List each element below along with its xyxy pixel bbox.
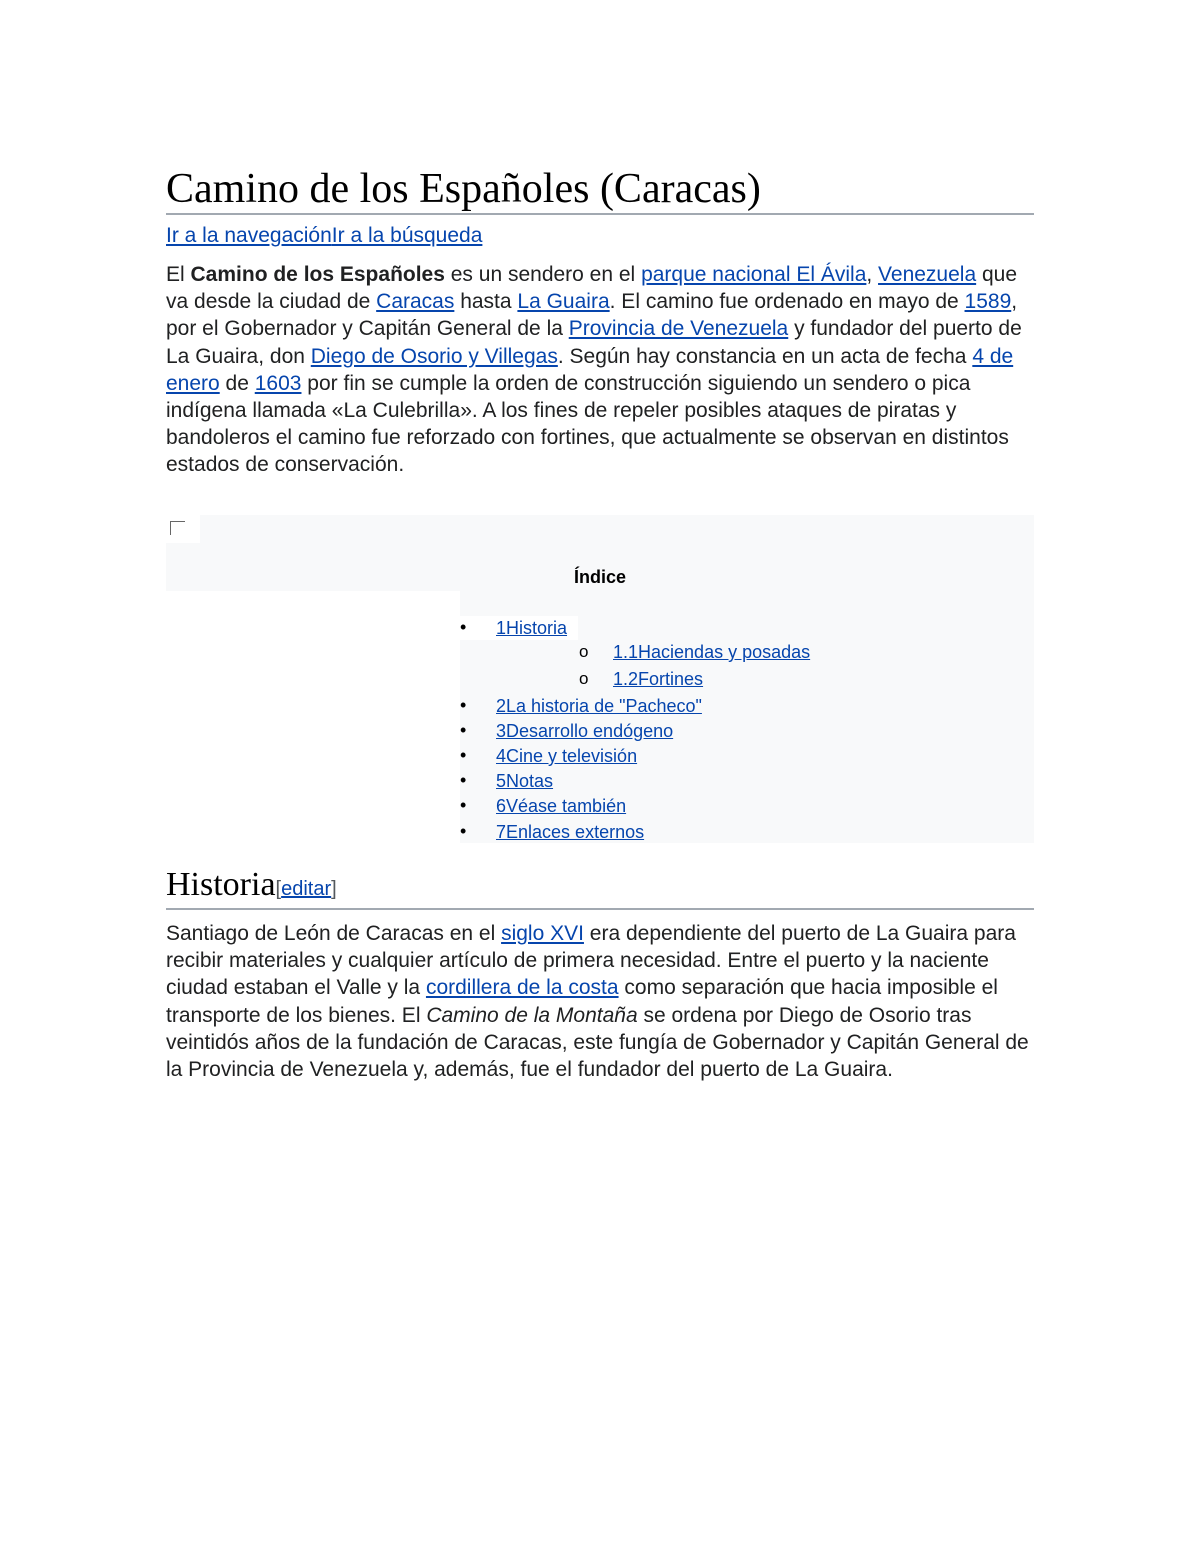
link-venezuela[interactable]: Venezuela — [878, 263, 977, 286]
italic-camino-de-la-montana: Camino de la Montaña — [426, 1003, 638, 1027]
bullet-icon: • — [460, 745, 467, 765]
link-caracas[interactable]: Caracas — [376, 290, 455, 314]
bullet-icon: • — [460, 795, 467, 815]
toc-link[interactable]: 1.2Fortines — [613, 669, 704, 689]
checkbox-icon — [170, 521, 185, 535]
page-title: Camino de los Españoles (Caracas) — [166, 165, 1034, 215]
bullet-icon: • — [460, 770, 467, 790]
toc-item-haciendas[interactable] — [579, 641, 811, 663]
bullet-icon: • — [460, 720, 467, 740]
toc-toggle-checkbox[interactable] — [166, 515, 200, 543]
link-diego-de-osorio[interactable]: Diego de Osorio y Villegas — [310, 344, 558, 368]
toc-link[interactable]: 5Notas — [496, 771, 554, 791]
link-provincia-de-venezuela[interactable]: Provincia de Venezuela — [568, 317, 789, 341]
skip-to-navigation-link[interactable]: Ir a la navegación — [166, 224, 332, 247]
bullet-icon: • — [460, 821, 467, 841]
historia-paragraph: Santiago de León de Caracas en el siglo XVI era dependiente del puerto de La Guaira para recibir materiales y cualquier artículo de primera necesidad. Entre el puerto y la naciente ciudad estaban el Valle y la cordillera de la costa como separación que hacia imposible el transporte de los bienes. El Camino de la Montaña se ordena por Diego de Osorio tras veintidós años de la fundación de Caracas, este fungía de Gobernador y Capitán General de la Provincia de Venezuela y, además, fue el fundador del puerto de La Guaira. — [166, 922, 1029, 1082]
link-cordillera-de-la-costa[interactable]: cordillera de la costa — [425, 976, 619, 1000]
toc-link[interactable]: 6Véase también — [496, 796, 627, 816]
link-1589[interactable]: 1589 — [964, 290, 1012, 314]
link-parque-nacional[interactable]: parque nacional El Ávila — [641, 263, 867, 286]
skip-links — [166, 222, 482, 249]
link-4-de-enero[interactable]: 4 de enero — [166, 344, 1014, 395]
edit-section: [editar] — [275, 878, 337, 900]
toc-item-notas[interactable] — [460, 770, 554, 792]
toc-item-desarrollo[interactable] — [460, 720, 674, 742]
toc-link[interactable]: 1Historia — [496, 618, 568, 638]
link-la-guaira[interactable]: La Guaira — [517, 290, 610, 314]
link-1603[interactable]: 1603 — [254, 371, 302, 395]
edit-section-link[interactable]: editar — [281, 878, 332, 900]
toc-link[interactable]: 2La historia de "Pacheco" — [496, 696, 702, 716]
circle-bullet-icon: o — [579, 669, 589, 688]
toc-item-fortines[interactable] — [579, 668, 704, 690]
skip-to-search-link[interactable]: Ir a la búsqueda — [331, 224, 483, 247]
toc-link[interactable]: 7Enlaces externos — [496, 822, 645, 842]
link-siglo-xvi[interactable]: siglo XVI — [501, 922, 584, 945]
bullet-icon: • — [460, 617, 467, 637]
article-subject-bold: Camino de los Españoles — [190, 263, 445, 286]
toc-link[interactable]: 3Desarrollo endógeno — [496, 721, 674, 741]
circle-bullet-icon: o — [579, 642, 589, 661]
section-heading-historia: Historia[editar] — [166, 866, 1034, 910]
intro-paragraph: El Camino de los Españoles es un sendero en el parque nacional El Ávila, Venezuela que va desde la ciudad de Caracas hasta La Guaira. El camino fue ordenado en mayo de 1589, por el Gobernador y Capitán General de la Provincia de Venezuela y fundador del puerto de La Guaira, don Diego de Osorio y Villegas. Según hay constancia en un acta de fecha 4 de enero de 1603 por fin se cumple la orden de construcción siguiendo un sendero o pica indígena llamada «La Culebrilla». A los fines de repeler posibles ataques de piratas y bandoleros el camino fue reforzado con fortines, que actualmente se observan en distintos estados de conservación. — [166, 263, 1022, 477]
toc-item-vease[interactable] — [460, 795, 627, 817]
toc-heading: Índice — [573, 567, 626, 587]
toc-link[interactable]: 1.1Haciendas y posadas — [613, 642, 811, 662]
toc-link[interactable]: 4Cine y televisión — [496, 746, 638, 766]
toc-item-enlaces[interactable] — [460, 821, 645, 843]
toc-item-pacheco[interactable] — [460, 695, 702, 717]
toc-item-historia[interactable] — [460, 617, 568, 639]
toc-item-cine[interactable] — [460, 745, 638, 767]
bullet-icon: • — [460, 695, 467, 715]
